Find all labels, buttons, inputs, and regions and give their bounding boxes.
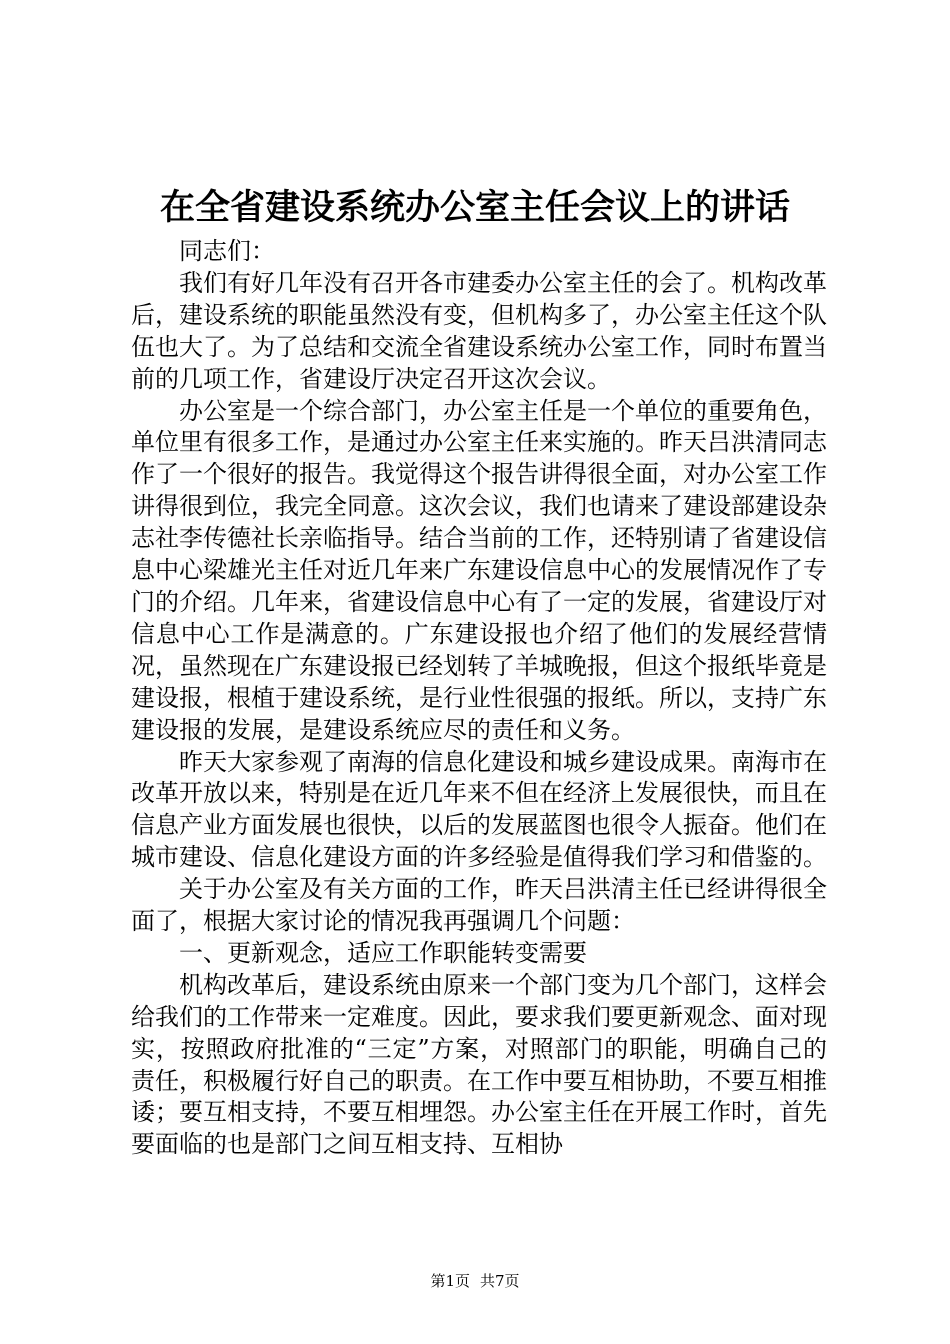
paragraph: 我们有好几年没有召开各市建委办公室主任的会了。机构改革后，建设系统的职能虽然没有变，但机构多了，办公室主任这个队伍也大了。为了总结和交流全省建设系统办公室工作，同时布置当前的几项工作，省建设厅决定召开这次会议。 — [131, 268, 827, 393]
section-heading: 一、更新观念，适应工作职能转变需要 — [179, 938, 587, 967]
document-body — [131, 236, 827, 1161]
paragraph: 办公室是一个综合部门，办公室主任是一个单位的重要角色，单位里有很多工作，是通过办公室主任来实施的。昨天吕洪清同志作了一个很好的报告。我觉得这个报告讲得很全面，对办公室工作讲得很到位，我完全同意。这次会议，我们也请来了建设部建设杂志社李传德社长亲临指导。结合当前的工作，还特别请了省建设信息中心梁雄光主任对近几年来广东建设信息中心的发展情况作了专门的介绍。几年来，省建设信息中心有了一定的发展，省建设厅对信息中心工作是满意的。广东建设报也介绍了他们的发展经营情况，虽然现在广东建设报已经划转了羊城晚报，但这个报纸毕竟是建设报，根植于建设系统，是行业性很强的报纸。所以，支持广东建设报的发展，是建设系统应尽的责任和义务。 — [131, 396, 827, 744]
paragraph: 昨天大家参观了南海的信息化建设和城乡建设成果。南海市在改革开放以来，特别是在近几年来不但在经济上发展很快，而且在信息产业方面发展也很快，以后的发展蓝图也很令人振奋。他们在城市建设、信息化建设方面的许多经验是值得我们学习和借鉴的。 — [131, 747, 827, 872]
paragraph: 关于办公室及有关方面的工作，昨天吕洪清主任已经讲得很全面了，根据大家讨论的情况我再强调几个问题： — [131, 875, 827, 936]
paragraph: 机构改革后，建设系统由原来一个部门变为几个部门，这样会给我们的工作带来一定难度。因此，要求我们要更新观念、面对现实，按照政府批准的“三定”方案，对照部门的职能，明确自己的责任，积极履行好自己的职责。在工作中要互相协助，不要互相推诿；要互相支持，不要互相埋怨。办公室主任在开展工作时，首先要面临的也是部门之间互相支持、互相协 — [131, 970, 827, 1159]
salutation: 同志们： — [179, 237, 275, 265]
page-total: 共7页 — [480, 1272, 520, 1290]
document-title: 在全省建设系统办公室主任会议上的讲话 — [159, 188, 790, 228]
page-footer — [0, 1271, 950, 1291]
page-number: 第1页 — [430, 1272, 470, 1290]
